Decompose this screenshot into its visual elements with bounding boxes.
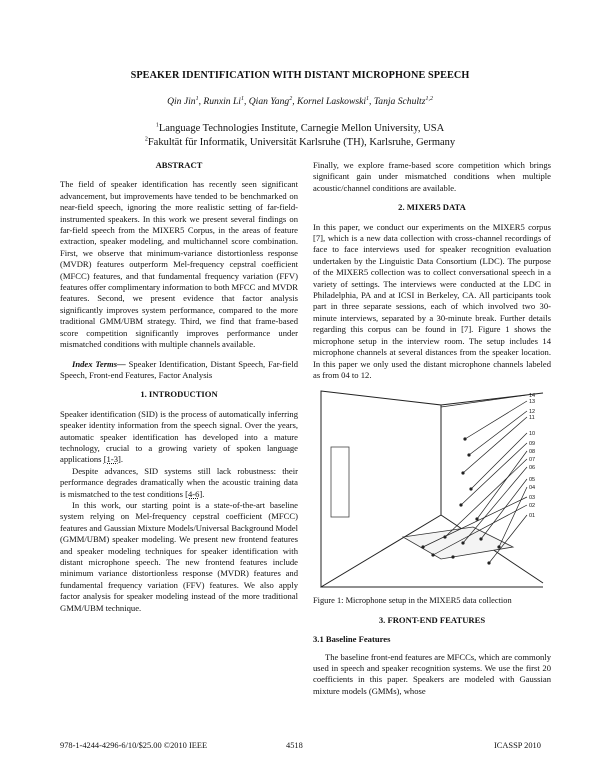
- author: Tanja Schultz$^{1,2}$: [373, 95, 433, 107]
- left-column: [60, 160, 298, 614]
- intro-continued: Finally, we explore frame-based score competition which brings significant gain under mismatched conditions when multiple acoustic/channel conditions are available.: [313, 160, 551, 193]
- intro-paragraph: Speaker identification (SID) is the process of automatically inferring speaker identity information from the speech signal. Over the years, automatic speaker identification has developed into a mature technology, crucial to a growing variety of spoken language applications [1-3].: [60, 408, 298, 465]
- author: Qin Jin$^1$: [167, 95, 199, 107]
- intro-paragraph: Despite advances, SID systems still lack robustness: their performance degrades dramatically when the acoustic training data is mismatched to the test conditions [4-6].: [60, 465, 298, 499]
- channel-label: 03: [529, 495, 536, 502]
- room-diagram: [313, 387, 551, 595]
- table-shape: [403, 527, 513, 559]
- index-terms: Index Terms— Speaker Identification, Distant Speech, Far-field Speech, Front-end Features, Factor Analysis: [60, 358, 298, 380]
- channel-label: 05: [529, 477, 536, 484]
- channel-label: 02: [529, 503, 536, 510]
- intro-heading: 1. INTRODUCTION: [140, 389, 218, 400]
- affiliation: $^2$Fakultät für Informatik, Universität Karlsruhe (TH), Karlsruhe, Germany: [144, 136, 456, 148]
- paper-title: SPEAKER IDENTIFICATION WITH DISTANT MICROPHONE SPEECH: [130, 70, 470, 81]
- footer-conference: ICASSP 2010: [494, 741, 541, 750]
- affiliation: $^1$Language Technologies Institute, Carnegie Mellon University, USA: [155, 122, 445, 134]
- room-left-wall: [321, 391, 441, 587]
- channel-label: 07: [529, 457, 536, 464]
- citation-link[interactable]: [1-3]: [103, 454, 121, 465]
- baseline-subheading: 3.1 Baseline Features: [313, 634, 391, 645]
- frontend-text: The baseline front-end features are MFCCs, which are commonly used in speech and speaker recognition systems. We use the first 20 coefficients in this paper. Speakers are modeled with Gaussian mixture models (GMMs), whose: [313, 651, 551, 696]
- footer-page-number: 4518: [286, 741, 303, 750]
- channel-label: 01: [529, 513, 536, 520]
- footer-isbn: 978-1-4244-4296-6/10/$25.00 ©2010 IEEE: [60, 741, 208, 750]
- channel-label: 08: [529, 449, 536, 456]
- channel-label: 10: [529, 431, 536, 438]
- channel-label: 06: [529, 465, 536, 472]
- channel-label: 09: [529, 441, 536, 448]
- right-column: [313, 160, 551, 697]
- channel-label: 13: [529, 399, 536, 406]
- abstract-heading: ABSTRACT: [155, 160, 203, 170]
- abstract-text: The field of speaker identification has recently seen significant advancement, but improvements have tended to be benchmarked on near-field speech, ignoring the more realistic setting of far-field-instrumented speakers. In this work we present several findings on far-field speech from the MIXER5 Corpus, in the areas of feature extraction, speaker modeling, and multichannel score combination. First, we observe that minimum-variance distortionless response (MVDR) features outperform Mel-frequency cepstral coefficient (MFCC) features, and that fundamental frequency variation (FFV) features offer complimentary information to both MFCC and MVDR features. Second, we present evidence that factor analysis significantly improves system performance, compared to the more traditional GMM/UBM strategy. Third, we find that frame-based score competition significantly improves performance under mismatched conditions with multiple channels available.: [60, 179, 298, 350]
- mixer-text: In this paper, we conduct our experiments on the MIXER5 corpus [7], which is a new data collection with cross-channel recordings of face to face interviews used for speaker recognition evaluation undertaken by the Linguistic Data Consortium (LDC). The purpose of the MIXER5 collection was to collect conversational speech in a variety of settings. The interviews were conducted at the LDC in Philadelphia, PA and at ICSI in Berkeley, CA. All participants took part in three separate sessions, each of which involved two 30-minute interviews, separated by a 30-minute break. Further details regarding this corpus can be found in [7]. Figure 1 shows the microphone setup in the interview room. The setup includes 14 microphone channels at several distances from the speaker location. In this paper we only used the distant microphone channels labeled as from 04 to 12.: [313, 221, 551, 380]
- channel-label: 11: [529, 415, 535, 422]
- citation-link[interactable]: [4-6]: [185, 488, 203, 499]
- author: Qian Yang$^2$: [248, 95, 293, 107]
- channel-label: 14: [529, 393, 536, 400]
- channel-label: 04: [529, 485, 536, 492]
- door-shape: [331, 447, 349, 517]
- figure-caption: Figure 1: Microphone setup in the MIXER5 data collection: [313, 596, 512, 606]
- channel-labels: [529, 393, 535, 519]
- author-list: Qin Jin$^1$, Runxin Li$^1$, Qian Yang$^2$, Kornel Laskowski$^1$, Tanja Schultz$^{1,2}$: [167, 95, 433, 107]
- author: Kornel Laskowski$^1$: [296, 95, 370, 107]
- mixer-heading: 2. MIXER5 DATA: [398, 202, 466, 213]
- frontend-heading: 3. FRONT-END FEATURES: [378, 614, 486, 625]
- figure-microphone-setup: [313, 387, 551, 595]
- channel-label: 12: [529, 409, 536, 416]
- author: Runxin Li$^1$: [203, 95, 244, 107]
- intro-paragraph: In this work, our starting point is a state-of-the-art baseline system relying on Mel-frequency cepstral coefficient (MFCC) features and Gaussian Mixture Models/Universal Background Model (GMM/UBM) speaker modeling. We present new frontend features and speaker modeling techniques for speaker identification with distant microphone speech. The new frontend features include minimum variance distortionless response (MVDR) features and fundamental frequency variation (FFV) features. We also apply factor analysis for speaker modeling instead of the more traditional GMM/UBM technique.: [60, 499, 298, 613]
